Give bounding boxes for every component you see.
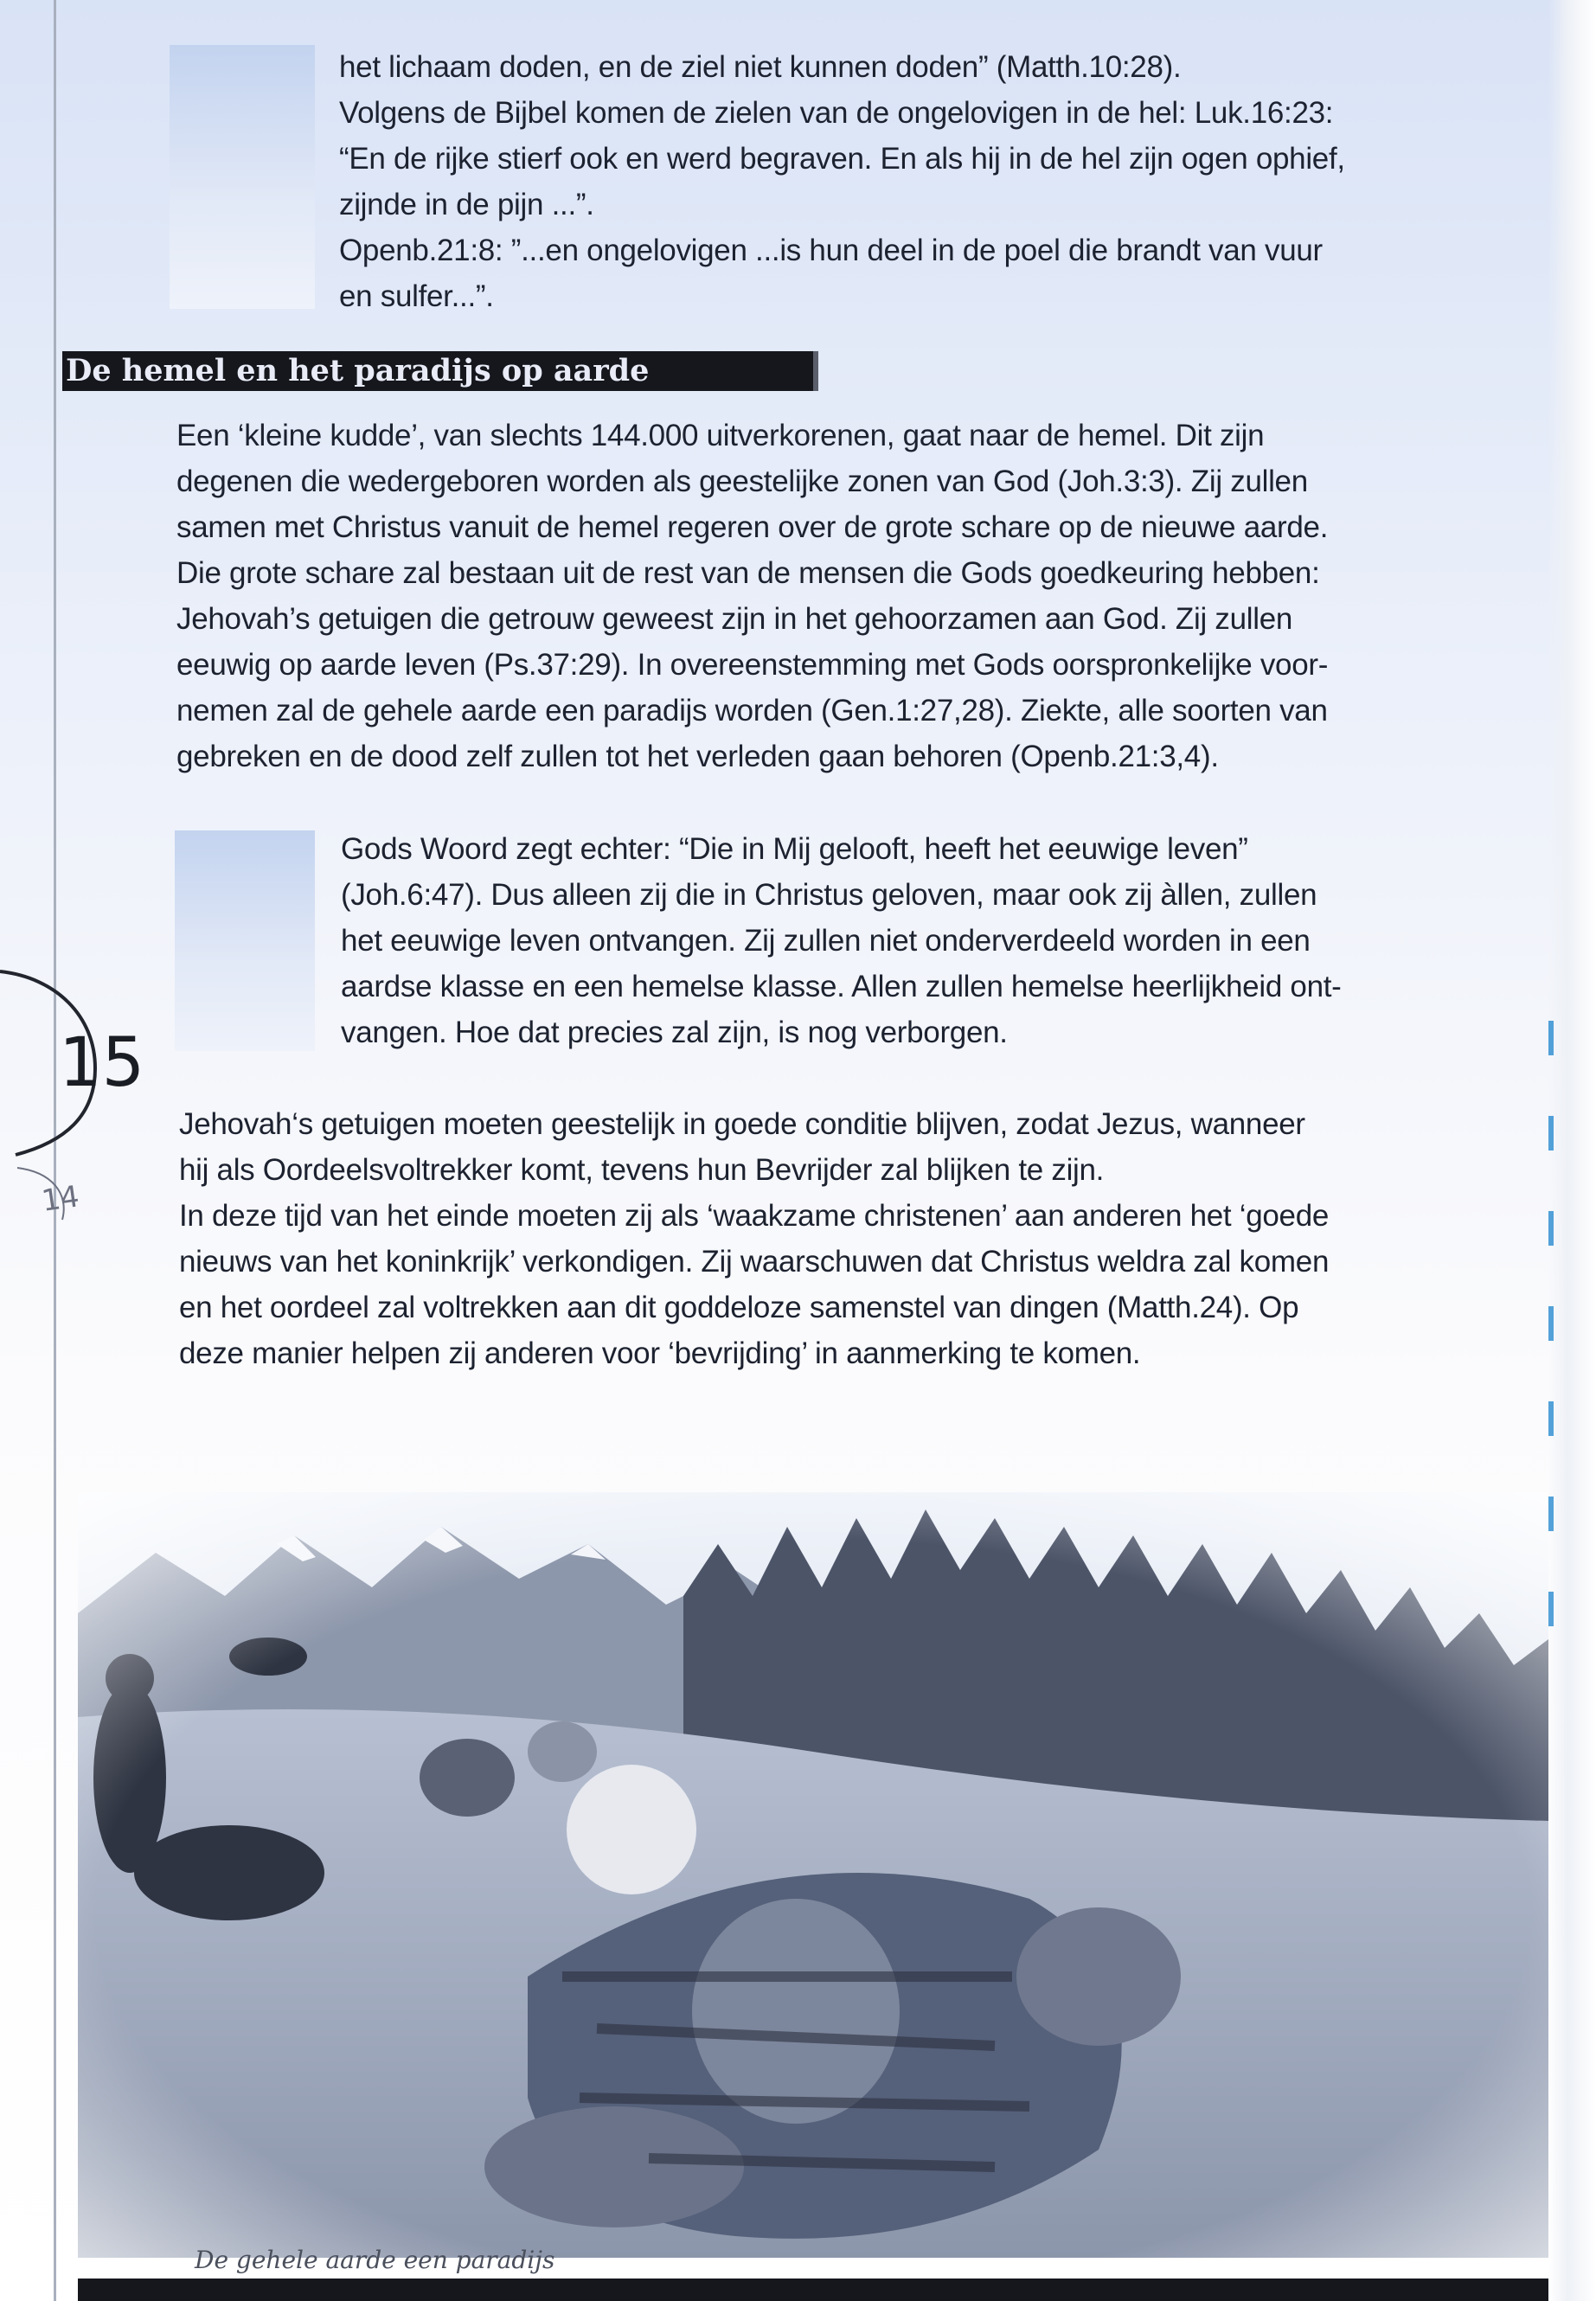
text-line: vangen. Hoe dat precies zal zijn, is nog verborgen.: [341, 1016, 1008, 1049]
text-line: en het oordeel zal voltrekken aan dit goddeloze samenstel van dingen (Matth.24). Op: [179, 1291, 1299, 1324]
text-line: Een ‘kleine kudde’, van slechts 144.000 uitverkorenen, gaat naar de hemel. Dit zijn: [176, 419, 1265, 452]
page-number-handwritten: 15: [59, 1024, 145, 1102]
paragraph-heaven: [176, 413, 1328, 779]
text-line: het lichaam doden, en de ziel niet kunnen doden” (Matth.10:28).: [339, 50, 1182, 84]
section-heading: De hemel en het paradijs op aarde: [66, 353, 650, 388]
text-line: Jehovah‘s getuigen moeten geestelijk in goede conditie blijven, zodat Jezus, wanneer: [179, 1107, 1305, 1141]
text-line: aardse klasse en een hemelse klasse. Allen zullen hemelse heerlijkheid ont-: [341, 970, 1342, 1003]
text-line: Jehovah’s getuigen die getrouw geweest zijn in het gehoorzamen aan God. Zij zullen: [176, 602, 1293, 636]
text-line: nieuws van het koninkrijk’ verkondigen. Zij waarschuwen dat Christus weldra zal komen: [179, 1245, 1330, 1279]
text-line: eeuwig op aarde leven (Ps.37:29). In overeenstemming met Gods oorspronkelijke voor-: [176, 648, 1329, 682]
text-line: Die grote schare zal bestaan uit de rest van de mensen die Gods goedkeuring hebben:: [176, 556, 1320, 590]
page-edge-marks: [1548, 1021, 1554, 1678]
handwritten-page-number: [0, 956, 145, 1224]
text-line: Volgens de Bijbel komen de zielen van de ongelovigen in de hel: Luk.16:23:: [339, 96, 1334, 130]
quote-accent-bar: [170, 45, 315, 309]
illustration-caption: De gehele aarde een paradijs: [195, 2246, 555, 2274]
text-line: samen met Christus vanuit de hemel regeren over de grote schare op de nieuwe aarde.: [176, 510, 1329, 544]
text-line: In deze tijd van het einde moeten zij als ‘waakzame christenen’ aan anderen het ‘goede: [179, 1199, 1330, 1233]
text-line: het eeuwige leven ontvangen. Zij zullen niet onderverdeeld worden in een: [341, 924, 1311, 958]
bottom-band: [78, 2279, 1548, 2301]
top-quote-block: [339, 44, 1345, 319]
text-line: deze manier helpen zij anderen voor ‘bevrijding’ in aanmerking te komen.: [179, 1336, 1141, 1370]
quote-accent-bar: [175, 830, 315, 1051]
text-line: Openb.21:8: ”...en ongelovigen ...is hun deel in de poel die brandt van vuur: [339, 234, 1323, 267]
text-line: gebreken en de dood zelf zullen tot het verleden gaan behoren (Openb.21:3,4).: [176, 740, 1219, 773]
small-page-number: 14: [39, 1179, 82, 1219]
text-line: (Joh.6:47). Dus alleen zij die in Christus geloven, maar ook zij àllen, zullen: [341, 878, 1317, 912]
text-line: en sulfer...”.: [339, 279, 494, 313]
text-line: zijnde in de pijn ...”.: [339, 188, 594, 221]
text-line: degenen die wedergeboren worden als geestelijke zonen van God (Joh.3:3). Zij zullen: [176, 465, 1308, 498]
vignette: [78, 1492, 1548, 2258]
text-line: Gods Woord zegt echter: “Die in Mij gelooft, heeft het eeuwige leven”: [341, 832, 1248, 866]
text-line: nemen zal de gehele aarde een paradijs worden (Gen.1:27,28). Ziekte, alle soorten van: [176, 694, 1328, 727]
page-edge-shadow: [1548, 0, 1596, 2301]
text-line: “En de rijke stierf ook en werd begraven. En als hij in de hel zijn ogen ophief,: [339, 142, 1345, 176]
paragraph-witnesses: [179, 1101, 1329, 1376]
quote-gods-word: [341, 826, 1342, 1055]
text-line: hij als Oordeelsvoltrekker komt, tevens hun Bevrijder zal blijken te zijn.: [179, 1153, 1105, 1187]
section-heading-bar: [62, 351, 818, 391]
paradise-illustration: [78, 1492, 1548, 2258]
